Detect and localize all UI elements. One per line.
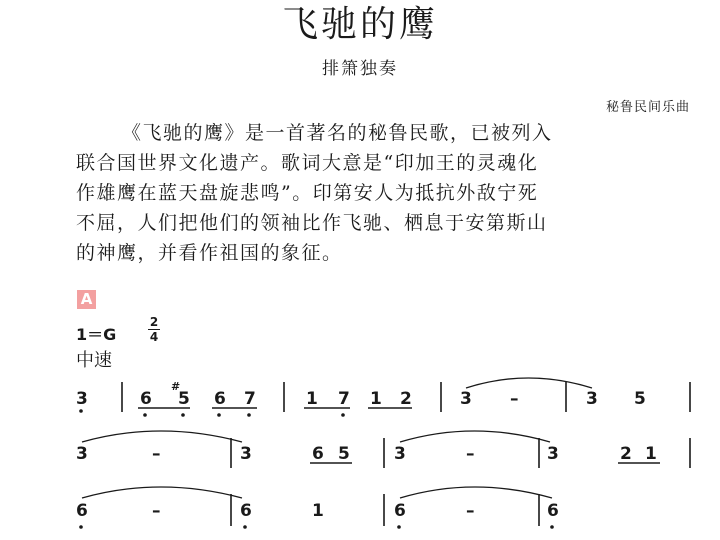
tie-arc (400, 431, 550, 442)
intro-line: 联合国世界文化遗产。歌词大意是“印加王的灵魂化 (76, 152, 539, 174)
low-octave-dot (79, 525, 83, 529)
score-row-3 (76, 487, 559, 529)
note: 7 (338, 389, 350, 409)
intro-line: 不屈，人们把他们的领袖比作飞驰、栖息于安第斯山 (76, 212, 548, 234)
dash: – (510, 389, 519, 409)
intro-line: 作雄鹰在蓝天盘旋悲鸣”。印第安人为抵抗外敌宁死 (76, 182, 539, 204)
subtitle: 排箫独奏 (322, 59, 398, 79)
low-octave-dot (247, 413, 251, 417)
sharp-sign: # (171, 380, 181, 393)
tie-arc (82, 431, 242, 442)
time-signature-top: 2 (149, 315, 159, 329)
note: 1 (306, 389, 318, 409)
score-row-1 (76, 378, 690, 417)
low-octave-dot (181, 413, 185, 417)
dash: – (152, 444, 161, 464)
note: 3 (240, 444, 252, 464)
song-title: 飞驰的鹰 (281, 4, 438, 45)
section-label-badge: A (77, 290, 96, 309)
note: 3 (460, 389, 472, 409)
note: 3 (76, 389, 88, 409)
low-octave-dot (397, 525, 401, 529)
note: 7 (244, 389, 256, 409)
low-octave-dot (217, 413, 221, 417)
intro-line: 《飞驰的鹰》是一首著名的秘鲁民歌，已被列入 (122, 122, 553, 144)
dash: – (466, 444, 475, 464)
low-octave-dot (243, 525, 247, 529)
low-octave-dot (550, 525, 554, 529)
time-signature-bottom: 4 (149, 330, 159, 344)
low-octave-dot (143, 413, 147, 417)
key-signature: 1＝G (76, 325, 117, 344)
note: 6 (240, 501, 252, 521)
note: 6 (214, 389, 226, 409)
note: 3 (394, 444, 406, 464)
tempo-marking: 中速 (76, 350, 112, 371)
note: 5 (338, 444, 350, 464)
note: 5 (634, 389, 646, 409)
note: 2 (400, 389, 412, 409)
note: 3 (76, 444, 88, 464)
dash: – (466, 501, 475, 521)
note: 1 (370, 389, 382, 409)
note: 3 (547, 444, 559, 464)
score-row-2 (76, 431, 690, 468)
origin-credit: 秘鲁民间乐曲 (605, 100, 690, 115)
dash: – (152, 501, 161, 521)
note: 1 (312, 501, 324, 521)
note: 1 (645, 444, 657, 464)
note: 5 (178, 389, 190, 409)
note: 6 (140, 389, 152, 409)
note: 6 (547, 501, 559, 521)
tie-arc (400, 487, 552, 498)
note: 6 (76, 501, 88, 521)
low-octave-dot (79, 409, 83, 413)
intro-line: 的神鹰，并看作祖国的象征。 (76, 242, 343, 264)
note: 6 (394, 501, 406, 521)
tie-arc (466, 378, 592, 388)
note: 2 (620, 444, 632, 464)
note: 3 (586, 389, 598, 409)
note: 6 (312, 444, 324, 464)
low-octave-dot (341, 413, 345, 417)
tie-arc (82, 487, 242, 498)
